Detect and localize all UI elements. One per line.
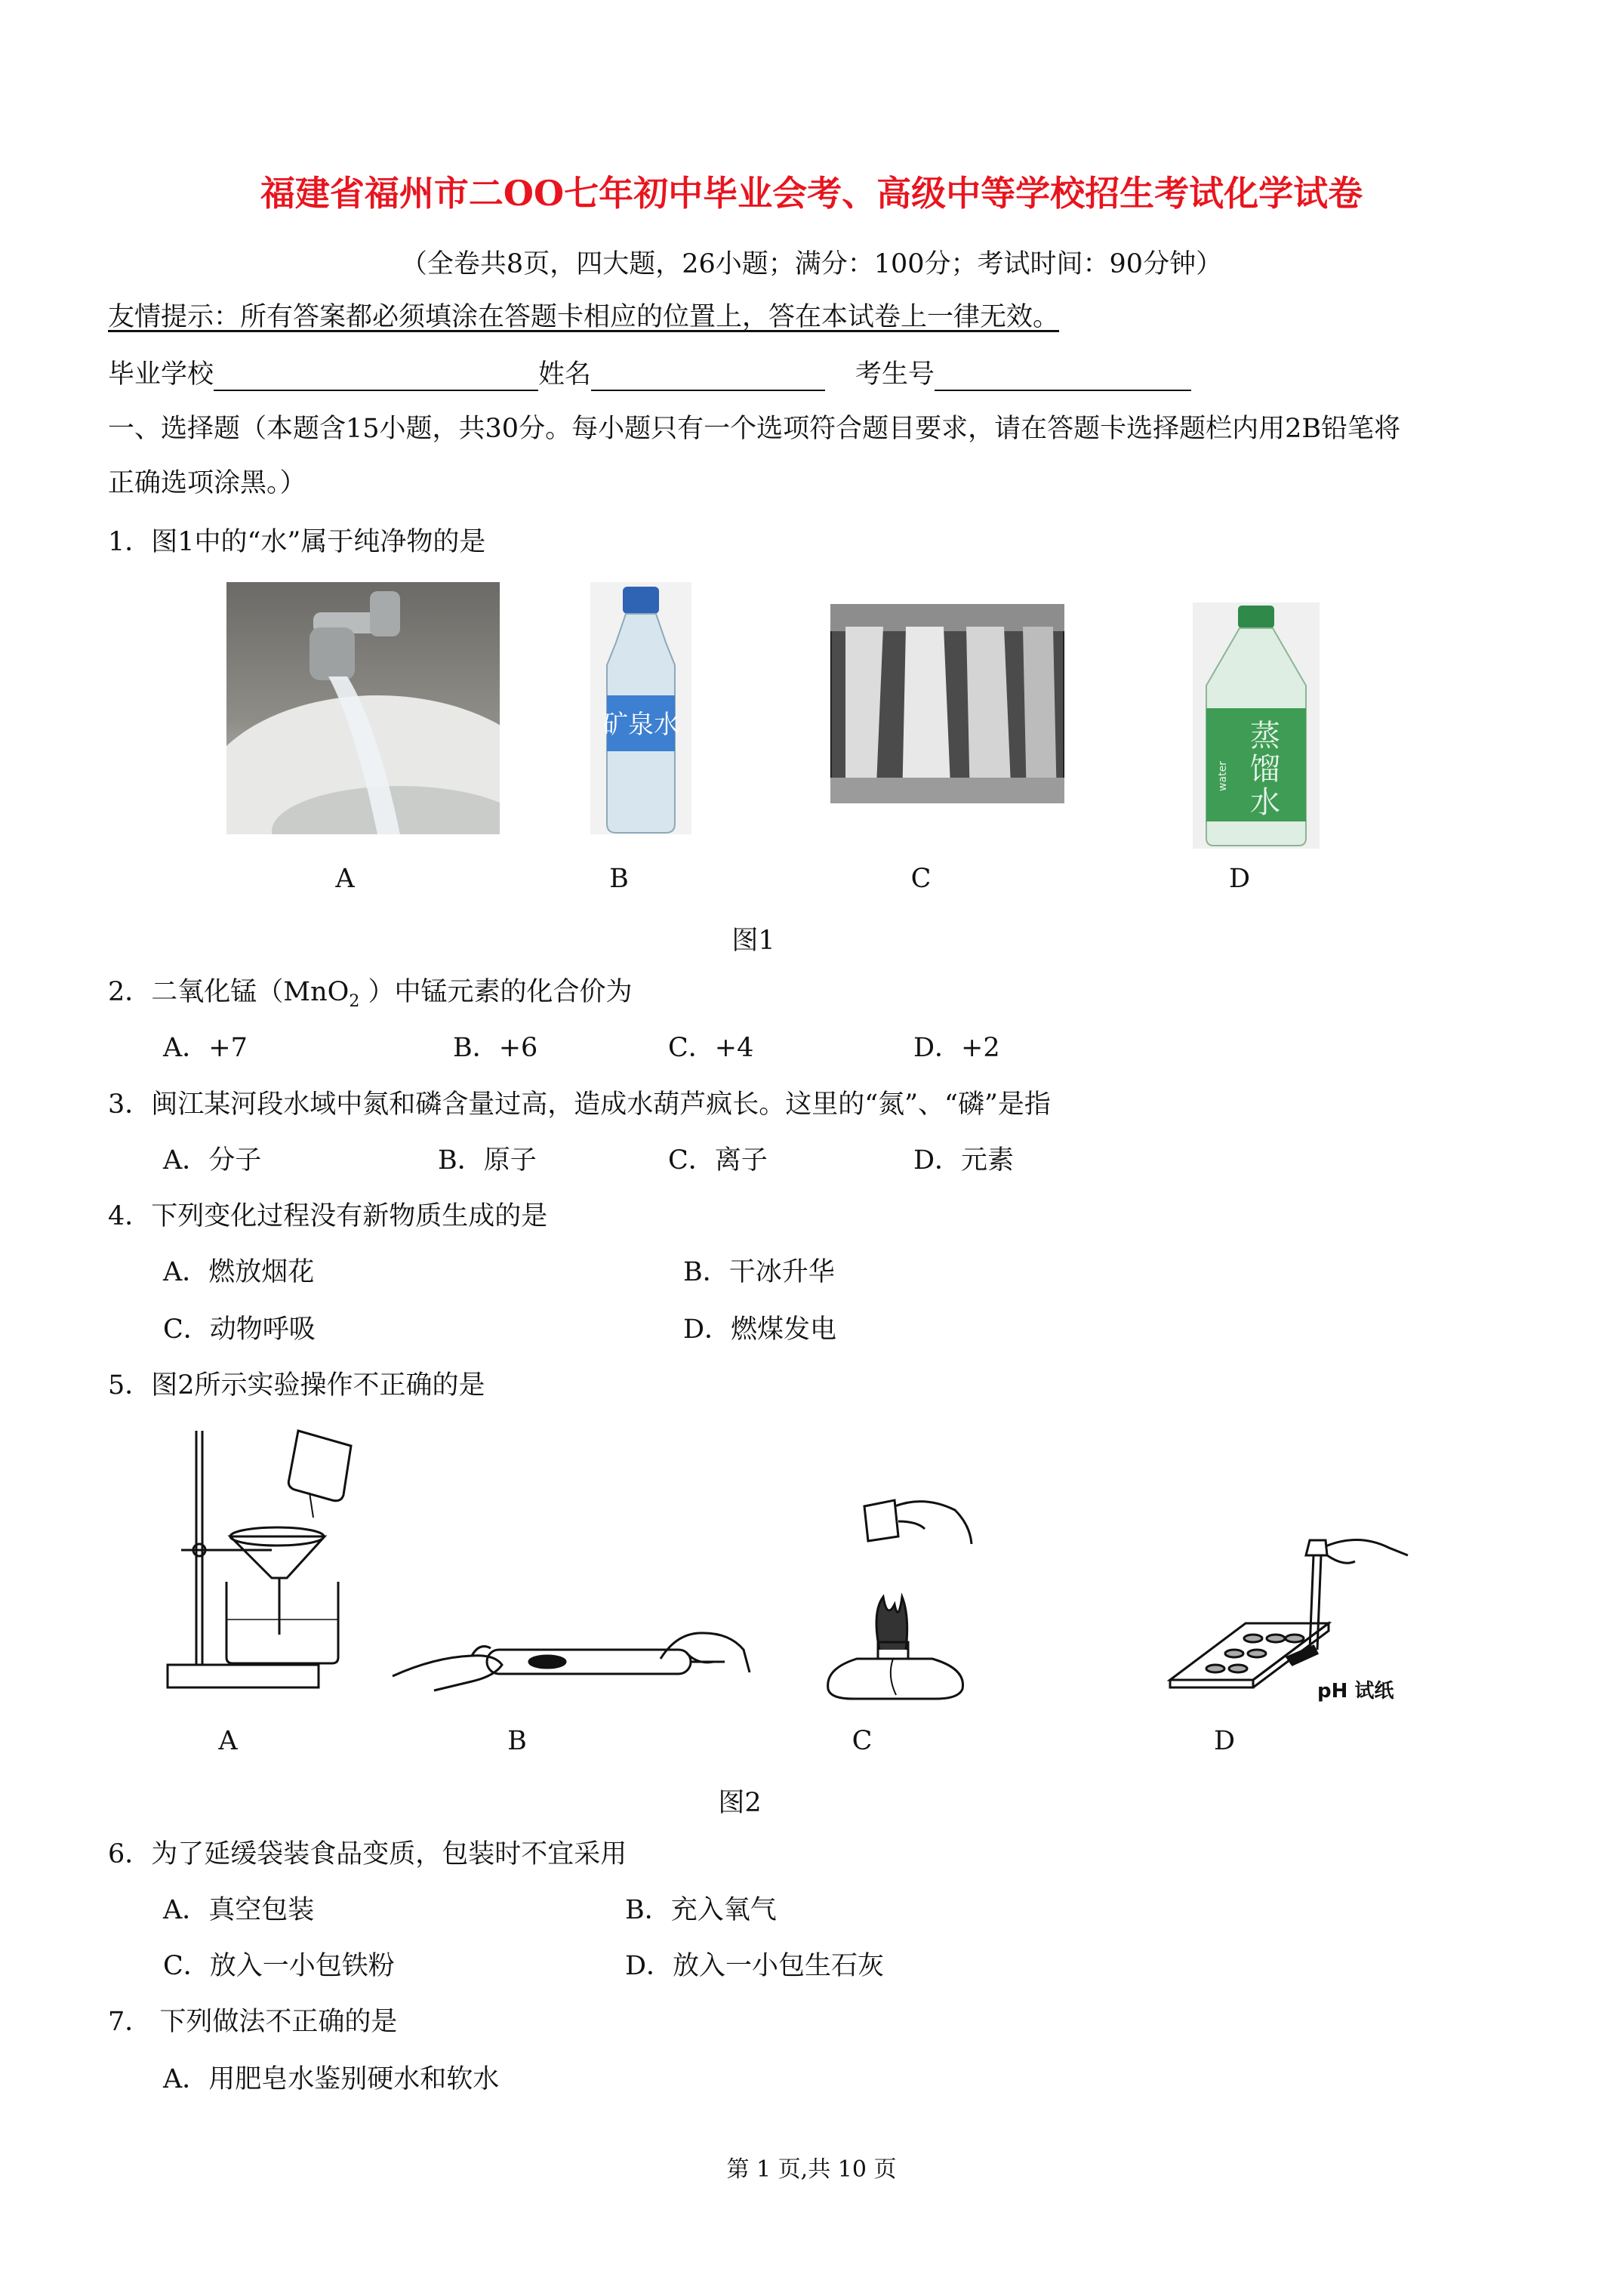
q7-option-a[interactable]: A．用肥皂水鉴别硬水和软水 [163, 2064, 500, 2094]
q4-option-d[interactable]: D．燃煤发电 [683, 1314, 837, 1345]
q3-stem: 3．闽江某河段水域中氮和磷含量过高，造成水葫芦疯长。这里的“氮”、“磷”是指 [108, 1089, 1051, 1120]
name-label: 姓名 [538, 359, 592, 390]
bottle-d-text-2: 馏 [1250, 752, 1280, 787]
waterfall-photo [830, 604, 1064, 803]
tap-photo [226, 582, 500, 834]
fig2-label-d: D [1213, 1726, 1236, 1756]
fig1-label-c: C [910, 864, 932, 894]
q1-stem: 1．图1中的“水”属于纯净物的是 [108, 527, 486, 557]
q6-option-b[interactable]: B．充入氧气 [625, 1895, 777, 1925]
exam-no-label: 考生号 [855, 359, 935, 390]
q4-option-b[interactable]: B．干冰升华 [683, 1257, 835, 1287]
fig1-label-d: D [1228, 864, 1251, 894]
exam-no-blank[interactable] [935, 361, 1191, 391]
section1-heading-line2: 正确选项涂黑。） [108, 468, 306, 498]
friendly-notice: 友情提示：所有答案都必须填涂在答题卡相应的位置上，答在本试卷上一律无效。 [108, 302, 1060, 332]
q4-option-c[interactable]: C．动物呼吸 [163, 1314, 316, 1345]
fig2-label-a: A [218, 1726, 238, 1756]
fig2-label-c: C [852, 1726, 873, 1756]
name-blank[interactable] [591, 361, 825, 391]
exam-title: 福建省福州市二OO七年初中毕业会考、高级中等学校招生考试化学试卷 [260, 173, 1363, 214]
page-footer: 第 1 页,共 10 页 [726, 2156, 897, 2183]
q2-stem-subscript: 2 [349, 992, 360, 1011]
q3-option-c[interactable]: C．离子 [668, 1145, 768, 1176]
section1-heading-line1: 一、选择题（本题含15小题，共30分。每小题只有一个选项符合题目要求，请在答题卡选择题栏内用2B铅笔将 [108, 414, 1401, 444]
filtration-apparatus-drawing [159, 1423, 370, 1703]
q2-stem-pre: 2．二氧化锰（MnO [108, 977, 350, 1007]
ph-paper-label: pH 试纸 [1317, 1680, 1394, 1703]
q6-option-a[interactable]: A．真空包装 [163, 1895, 315, 1925]
school-blank[interactable] [214, 361, 538, 391]
bottle-d-text-3: 水 [1250, 785, 1280, 820]
alcohol-lamp-drawing [812, 1491, 993, 1703]
q7-stem: 7． 下列做法不正确的是 [108, 2007, 398, 2037]
mineral-water-bottle-photo [590, 582, 691, 834]
q5-stem: 5．图2所示实验操作不正确的是 [108, 1370, 485, 1401]
q3-option-d[interactable]: D．元素 [913, 1145, 1015, 1176]
figure1-caption: 图1 [731, 926, 775, 956]
exam-subtitle: （全卷共8页，四大题，26小题；满分：100分；考试时间：90分钟） [400, 249, 1223, 279]
q4-stem: 4．下列变化过程没有新物质生成的是 [108, 1201, 548, 1231]
bottle-b-text: 矿泉水 [602, 710, 679, 740]
test-tube-hands-drawing [389, 1612, 751, 1703]
bottle-d-text-1: 蒸 [1250, 719, 1280, 754]
q3-option-a[interactable]: A．分子 [163, 1145, 262, 1176]
q6-stem: 6．为了延缓袋装食品变质，包装时不宜采用 [108, 1839, 627, 1869]
figure2-caption: 图2 [718, 1788, 762, 1818]
q2-option-d[interactable]: D．+2 [913, 1033, 1000, 1063]
q4-option-a[interactable]: A．燃放烟花 [163, 1257, 315, 1287]
q2-option-c[interactable]: C．+4 [668, 1033, 754, 1063]
q6-option-c[interactable]: C．放入一小包铁粉 [163, 1951, 395, 1981]
fig2-label-b: B [507, 1726, 527, 1756]
q2-option-b[interactable]: B．+6 [453, 1033, 538, 1063]
ph-test-drawing [1163, 1525, 1412, 1703]
q3-option-b[interactable]: B．原子 [438, 1145, 537, 1176]
fig1-label-a: A [335, 864, 355, 894]
bottle-d-small: water [1217, 761, 1229, 791]
q2-stem [108, 975, 632, 1019]
student-info-line [108, 358, 1191, 391]
distilled-water-bottle-photo [1193, 603, 1320, 849]
q2-option-a[interactable]: A．+7 [163, 1033, 248, 1063]
q2-stem-post: ）中锰元素的化合价为 [359, 977, 633, 1007]
fig1-label-b: B [609, 864, 629, 894]
q6-option-d[interactable]: D．放入一小包生石灰 [625, 1951, 885, 1981]
school-label: 毕业学校 [108, 359, 214, 390]
